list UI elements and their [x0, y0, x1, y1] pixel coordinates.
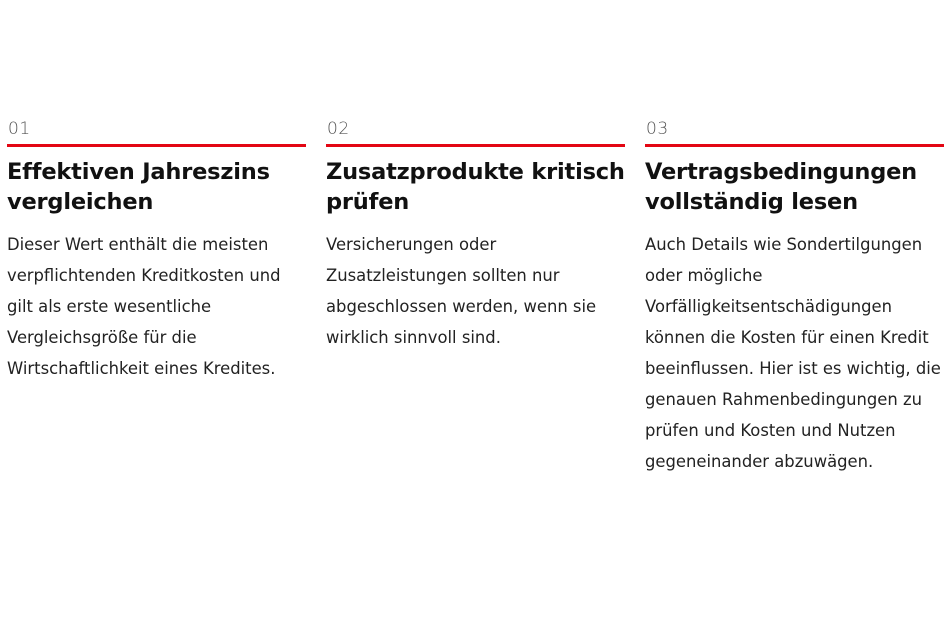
tip-title: Effektiven Jahreszins vergleichen: [7, 159, 270, 215]
tip-divider: [7, 144, 306, 147]
tip-card-1: [7, 118, 306, 477]
tip-divider: [645, 144, 944, 147]
tip-title: Zusatzprodukte kritisch prüfen: [326, 159, 625, 215]
tips-section: [7, 118, 947, 477]
tip-card-2: [326, 118, 625, 477]
tip-number: 02: [327, 119, 350, 139]
tip-text: Versicherungen oder Zusatzleistungen sollten nur abgeschlossen werden, wenn sie wirklich sinnvoll sind.: [326, 235, 597, 347]
tip-number: 01: [8, 119, 31, 139]
tip-text: Dieser Wert enthält die meisten verpflichtenden Kreditkosten und gilt als erste wesentliche Vergleichsgröße für die Wirtschaftlichkeit eines Kredites.: [7, 235, 281, 378]
tip-card-3: [645, 118, 944, 477]
tip-text: Auch Details wie Sondertilgungen oder mögliche Vorfälligkeitsentschädigungen können die Kosten für einen Kredit beeinflussen. Hier ist es wichtig, die genauen Rahmenbedingungen zu prüfen und Kosten und Nutzen gegeneinander abzuwägen.: [645, 235, 941, 471]
tip-divider: [326, 144, 625, 147]
tip-title: Vertragsbedingungen vollständig lesen: [645, 159, 918, 215]
tip-number: 03: [646, 119, 669, 139]
